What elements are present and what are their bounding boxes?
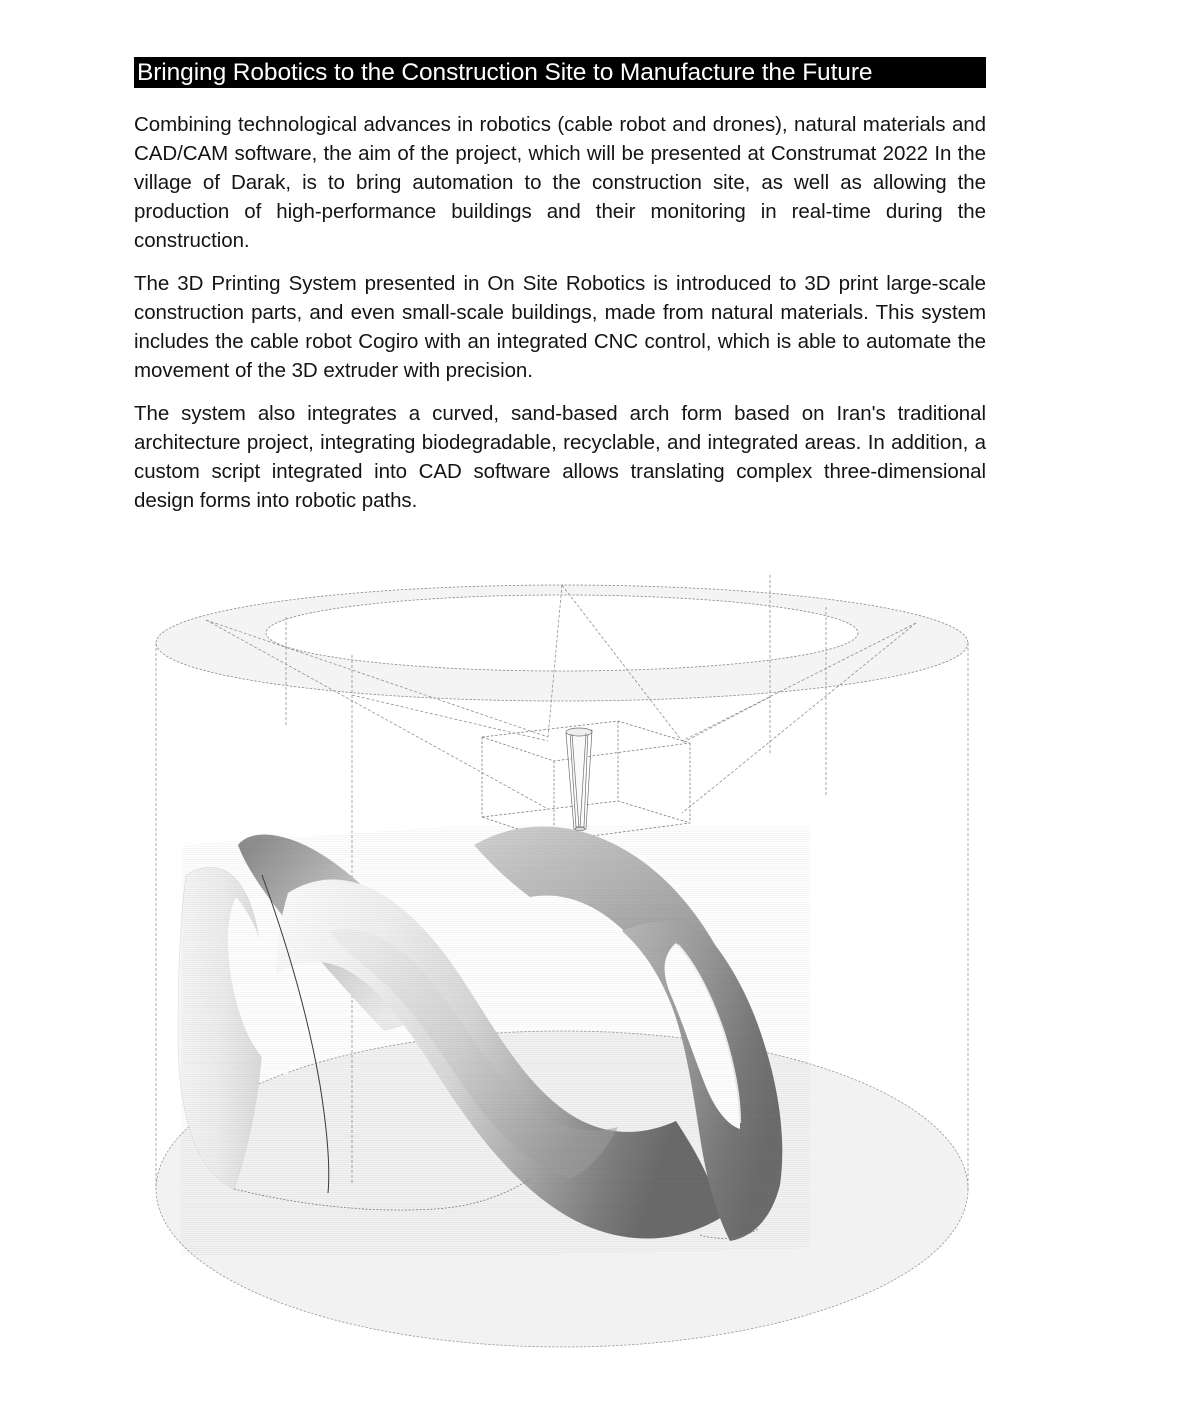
paragraph-3: The system also integrates a curved, sand-based arch form based on Iran's traditional architecture project, integrating biodegradable, recyclable, and integrated areas. In addition, a custom script integrated into CAD software allows translating complex three-dimensional design forms into robotic paths. xyxy=(134,402,986,512)
top-ring-frame xyxy=(156,585,968,701)
body-text-column xyxy=(134,110,986,515)
page-title-bar xyxy=(134,57,986,88)
page-title: Bringing Robotics to the Construction Site to Manufacture the Future xyxy=(137,58,873,86)
figure-3d-printing-system xyxy=(0,545,1200,1402)
paragraph-1: Combining technological advances in robotics (cable robot and drones), natural materials and CAD/CAM software, the aim of the project, which will be presented at Construmat 2022 In the village of Darak, is to bring automation to the construction site, as well as allowing the production of high-performance buildings and their monitoring in real-time during the construction. xyxy=(134,113,986,252)
paragraph-2: The 3D Printing System presented in On Site Robotics is introduced to 3D print large-scale construction parts, and even small-scale buildings, made from natural materials. This system includes the cable robot Cogiro with an integrated CNC control, which is able to automate the movement of the 3D extruder with precision. xyxy=(134,272,986,382)
print-layer-lines xyxy=(170,825,810,1255)
figure-svg xyxy=(0,545,1200,1402)
printed-shell xyxy=(170,825,810,1255)
extruder-nozzle xyxy=(566,728,592,831)
